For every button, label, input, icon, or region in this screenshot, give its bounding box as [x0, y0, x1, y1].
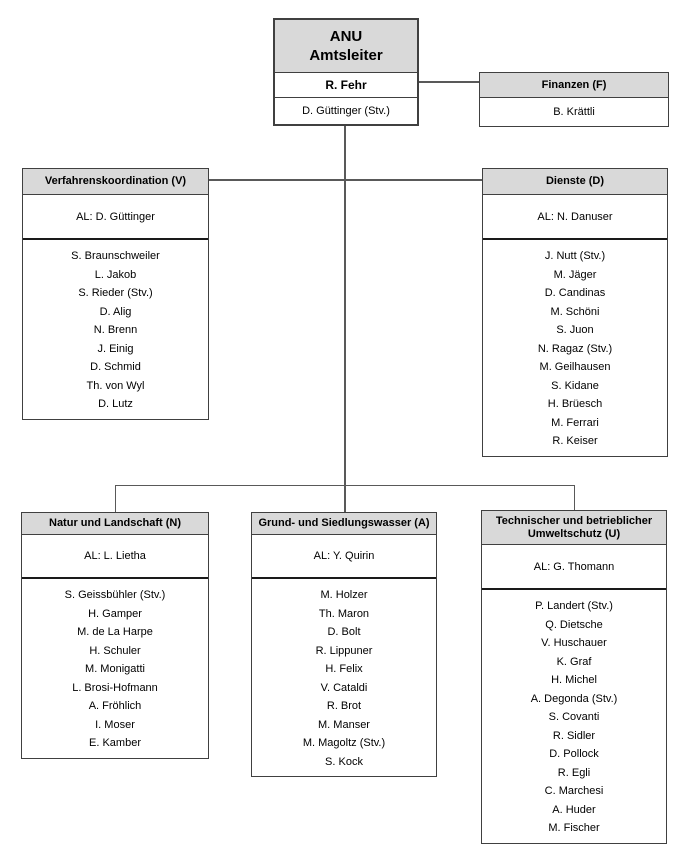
member-name: M. Geilhausen [539, 361, 611, 373]
member-name: D. Candinas [544, 287, 606, 299]
member-name: Th. von Wyl [86, 379, 145, 392]
finance-member: B. Krättli [553, 106, 595, 118]
member-name: J. Nutt (Stv.) [544, 250, 606, 262]
member-name: H. Schuler [89, 644, 141, 657]
member-name: M. Monigatti [85, 663, 145, 675]
member-name: H. Gamper [88, 607, 142, 620]
member-name: M. Magoltz (Stv.) [302, 737, 386, 749]
member-name: L. Brosi-Hofmann [72, 681, 158, 694]
department-box-umweltschutz [481, 510, 667, 844]
member-name: V. Huschauer [541, 637, 607, 649]
member-name: R. Brot [326, 700, 362, 712]
member-name: R. Lippuner [315, 644, 373, 657]
org-root-deputy: D. Güttinger (Stv.) [302, 105, 390, 117]
member-name: S. Kidane [551, 379, 599, 392]
member-name: M. Ferrari [551, 416, 599, 429]
org-root-leader: R. Fehr [275, 73, 417, 98]
org-root-box [273, 18, 419, 126]
connector-v-to-d-horizontal [209, 179, 482, 181]
member-name: C. Marchesi [544, 785, 604, 797]
department-header: Verfahrenskoordination (V) [23, 169, 208, 195]
member-name: J. Einig [97, 342, 134, 355]
connector-stub-natur [115, 485, 116, 512]
member-name: M. Fischer [548, 822, 600, 834]
member-name: A. Fröhlich [88, 700, 142, 712]
department-members [22, 579, 208, 758]
department-head: AL: L. Lietha [22, 535, 208, 579]
department-header: Dienste (D) [483, 169, 667, 195]
connector-root-to-finance [419, 81, 479, 83]
department-head: AL: N. Danuser [483, 195, 667, 240]
member-name: H. Michel [551, 674, 597, 686]
org-root-header [275, 20, 417, 73]
department-members [483, 240, 667, 456]
department-header: Natur und Landschaft (N) [22, 513, 208, 535]
connector-main-vertical [344, 126, 346, 512]
member-name: S. Rieder (Stv.) [78, 287, 153, 299]
member-name: H. Brüesch [547, 398, 603, 410]
member-name: N. Brenn [93, 324, 138, 336]
department-header: Grund- und Siedlungswasser (A) [252, 513, 436, 535]
member-name: D. Schmid [90, 361, 141, 373]
member-name: M. Holzer [320, 589, 368, 601]
department-header: Technischer und betrieblicher Umweltschutz (U) [482, 511, 666, 545]
member-name: I. Moser [95, 718, 135, 731]
member-name: M. Jäger [553, 268, 597, 281]
member-name: D. Lutz [98, 398, 133, 410]
member-name: Q. Dietsche [545, 618, 603, 631]
member-name: A. Huder [552, 803, 596, 816]
member-name: D. Alig [99, 305, 132, 318]
member-name: S. Covanti [548, 711, 600, 723]
member-name: M. Schöni [550, 305, 600, 318]
member-name: S. Juon [556, 324, 594, 336]
member-name: R. Keiser [552, 435, 598, 447]
member-name: K. Graf [556, 655, 592, 668]
department-members [23, 240, 208, 419]
member-name: M. Manser [318, 718, 370, 731]
department-box-natur-und-landschaft [21, 512, 209, 759]
member-name: H. Felix [325, 663, 363, 675]
department-head: AL: G. Thomann [482, 545, 666, 590]
department-box-dienste [482, 168, 668, 457]
member-name: S. Geissbühler (Stv.) [64, 589, 166, 601]
member-name: D. Pollock [549, 748, 599, 760]
finance-header: Finanzen (F) [480, 73, 668, 98]
member-name: R. Sidler [552, 729, 596, 742]
connector-bottom-horizontal [115, 485, 575, 486]
department-members [482, 590, 666, 843]
member-name: M. de La Harpe [77, 626, 153, 638]
department-box-grund-und-siedlungswasser [251, 512, 437, 777]
department-box-verfahrenskoordination [22, 168, 209, 420]
member-name: E. Kamber [89, 737, 141, 749]
member-name: N. Ragaz (Stv.) [537, 342, 613, 355]
department-members [252, 579, 436, 776]
member-name: S. Kock [325, 755, 363, 768]
member-name: S. Braunschweiler [71, 250, 160, 262]
member-name: L. Jakob [94, 268, 137, 281]
member-name: A. Degonda (Stv.) [530, 692, 618, 705]
department-head: AL: D. Güttinger [23, 195, 208, 240]
member-name: R. Egli [557, 766, 591, 779]
finance-box [479, 72, 669, 127]
member-name: Th. Maron [318, 607, 370, 620]
org-root-title-line1: ANU [329, 28, 363, 45]
member-name: P. Landert (Stv.) [535, 600, 613, 612]
member-name: V. Cataldi [320, 681, 368, 694]
org-root-title-line2: Amtsleiter [309, 47, 383, 64]
member-name: D. Bolt [327, 626, 361, 638]
department-head: AL: Y. Quirin [252, 535, 436, 579]
connector-stub-umweltschutz [574, 485, 575, 510]
